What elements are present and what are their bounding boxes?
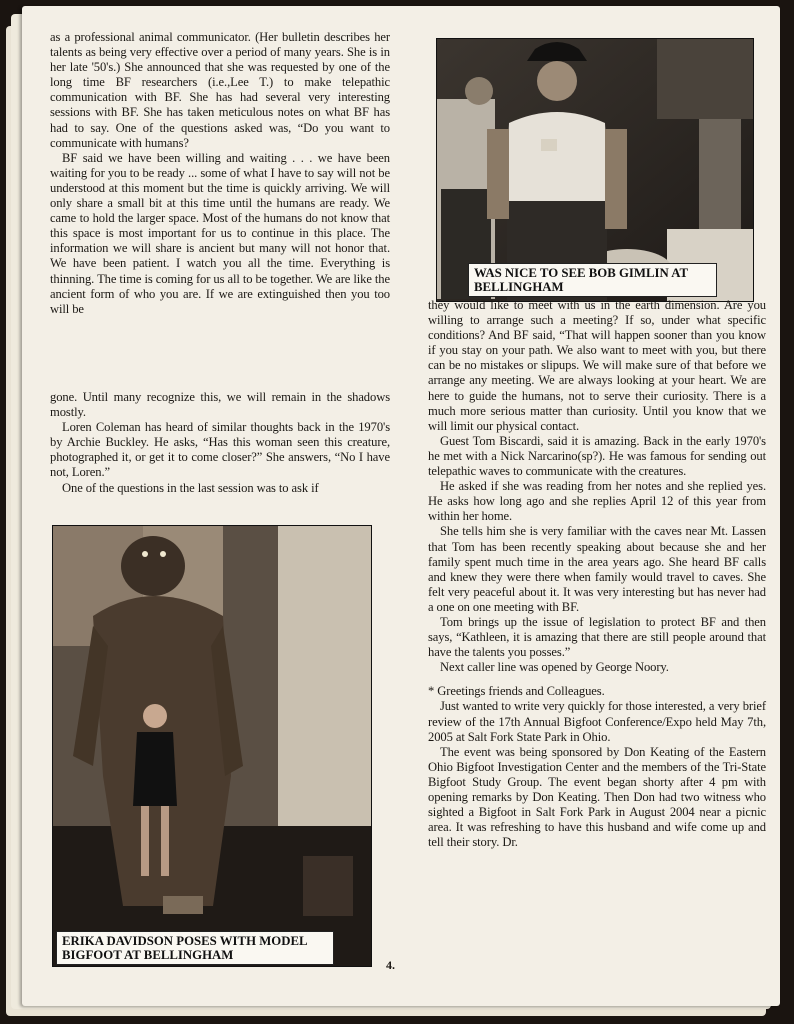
paragraph: BF said we have been willing and waiting . . . we have been waiting for you to be ready ... some of what I have to say will not be understood at this moment but the time is quickly arriving. We will only share a small bit at this time until the humans are ready. We came to hold the larger space. Most of the humans do not know that this space is most important for us to continue in this place. The information we will share is ancient but many will not honor that. We have been patient. I watch you all the time. Everything is thinning. The time is coming for us all to be together. We are like the ancient form of who you are. If we are extinguished then you too will be — [50, 150, 390, 316]
paragraph: Tom brings up the issue of legislation to protect BF and then says, “Kathleen, it is amazing that there are still people around that have the talents you posses.” — [428, 614, 766, 660]
photo-erika-davidson — [52, 525, 372, 967]
newsletter-page — [22, 6, 780, 1006]
caption-bob-gimlin: WAS NICE TO SEE BOB GIMLIN AT BELLINGHAM — [468, 263, 717, 297]
paragraph: She tells him she is very familiar with the caves near Mt. Lassen that Tom has been recently speaking about because she and her family spent much time in the area years ago. She heard BF calls and knew they were there when family would travel to caves. She felt very peaceful about it. It was very interesting but has never had a one on one meeting with BF. — [428, 524, 766, 614]
paragraph: Next caller line was opened by George Noory. — [440, 660, 669, 675]
paragraph: they would like to meet with us in the earth dimension. Are you willing to arrange such a meeting? If so, under what specific conditions? And BF said, “That will happen sooner than you know if you stay on your path. We also want to meet with you, but there can be no mistakes or slipups. We will make sure of that before we arrange any meeting. We are always looking at your heart. We are here to guide the humans, not to serve their curiosity. There is a much more serious matter than curiosity. Until you know that we will limit our physical contact. — [428, 298, 766, 433]
paragraph: He asked if she was reading from her notes and she replied yes. He asks how long ago and she replies April 12 of this year from within her home. — [428, 479, 766, 524]
left-column-bottom — [50, 390, 390, 496]
paragraph: Guest Tom Biscardi, said it is amazing. Back in the early 1970's he met with a Nick Narcarino(sp?). He was famous for sending out telepathic waves to communicate with the creatures. — [428, 433, 766, 479]
photo-bob-gimlin-image — [437, 39, 753, 301]
paragraph: One of the questions in the last session was to ask if — [62, 480, 319, 495]
right-column — [428, 298, 766, 850]
paragraph: The event was being sponsored by Don Keating of the Eastern Ohio Bigfoot Investigation Center and the members of the Tri-State Bigfoot Study Group. The event began shorty after 4 pm with opening remarks by Don Keating. Then Don had two witness who sighted a Bigfoot in Salt Fork Park in August 2004 near a picnic area. It was refreshing to have this husband and wife come up and tell their story. Dr. — [428, 744, 766, 850]
section-gap — [428, 675, 766, 684]
photo-erika-davidson-image — [53, 526, 371, 966]
paragraph: gone. Until many recognize this, we will remain in the shadows mostly. — [50, 390, 390, 420]
page-number: 4. — [386, 958, 395, 972]
left-column-top — [50, 30, 390, 317]
paragraph: Just wanted to write very quickly for those interested, a very brief review of the 17th Annual Bigfoot Conference/Expo held May 7th, 2005 at Salt Fork State Park in Ohio. — [428, 699, 766, 744]
paragraph: Loren Coleman has heard of similar thoughts back in the 1970's by Archie Buckley. He asks, “Has this woman seen this creature, photographed it, or get it to come closer?” She answers, “No I have not, Loren.” — [50, 420, 390, 480]
paragraph: as a professional animal communicator. (Her bulletin describes her talents as being very effective over a period of many years. She is in her late '50's.) She announced that she was requested by one of the long time BF researchers (i.e.,Lee T.) to make telepathic communication with BF. She has had several very interesting sessions with BF. She has taken meticulous notes on what BF has had to say. One of the questions asked was, “Do you want to communicate with humans? — [50, 30, 390, 150]
paragraph: * Greetings friends and Colleagues. — [428, 684, 605, 699]
caption-erika-davidson: ERIKA DAVIDSON POSES WITH MODEL BIGFOOT AT BELLINGHAM — [56, 931, 334, 965]
